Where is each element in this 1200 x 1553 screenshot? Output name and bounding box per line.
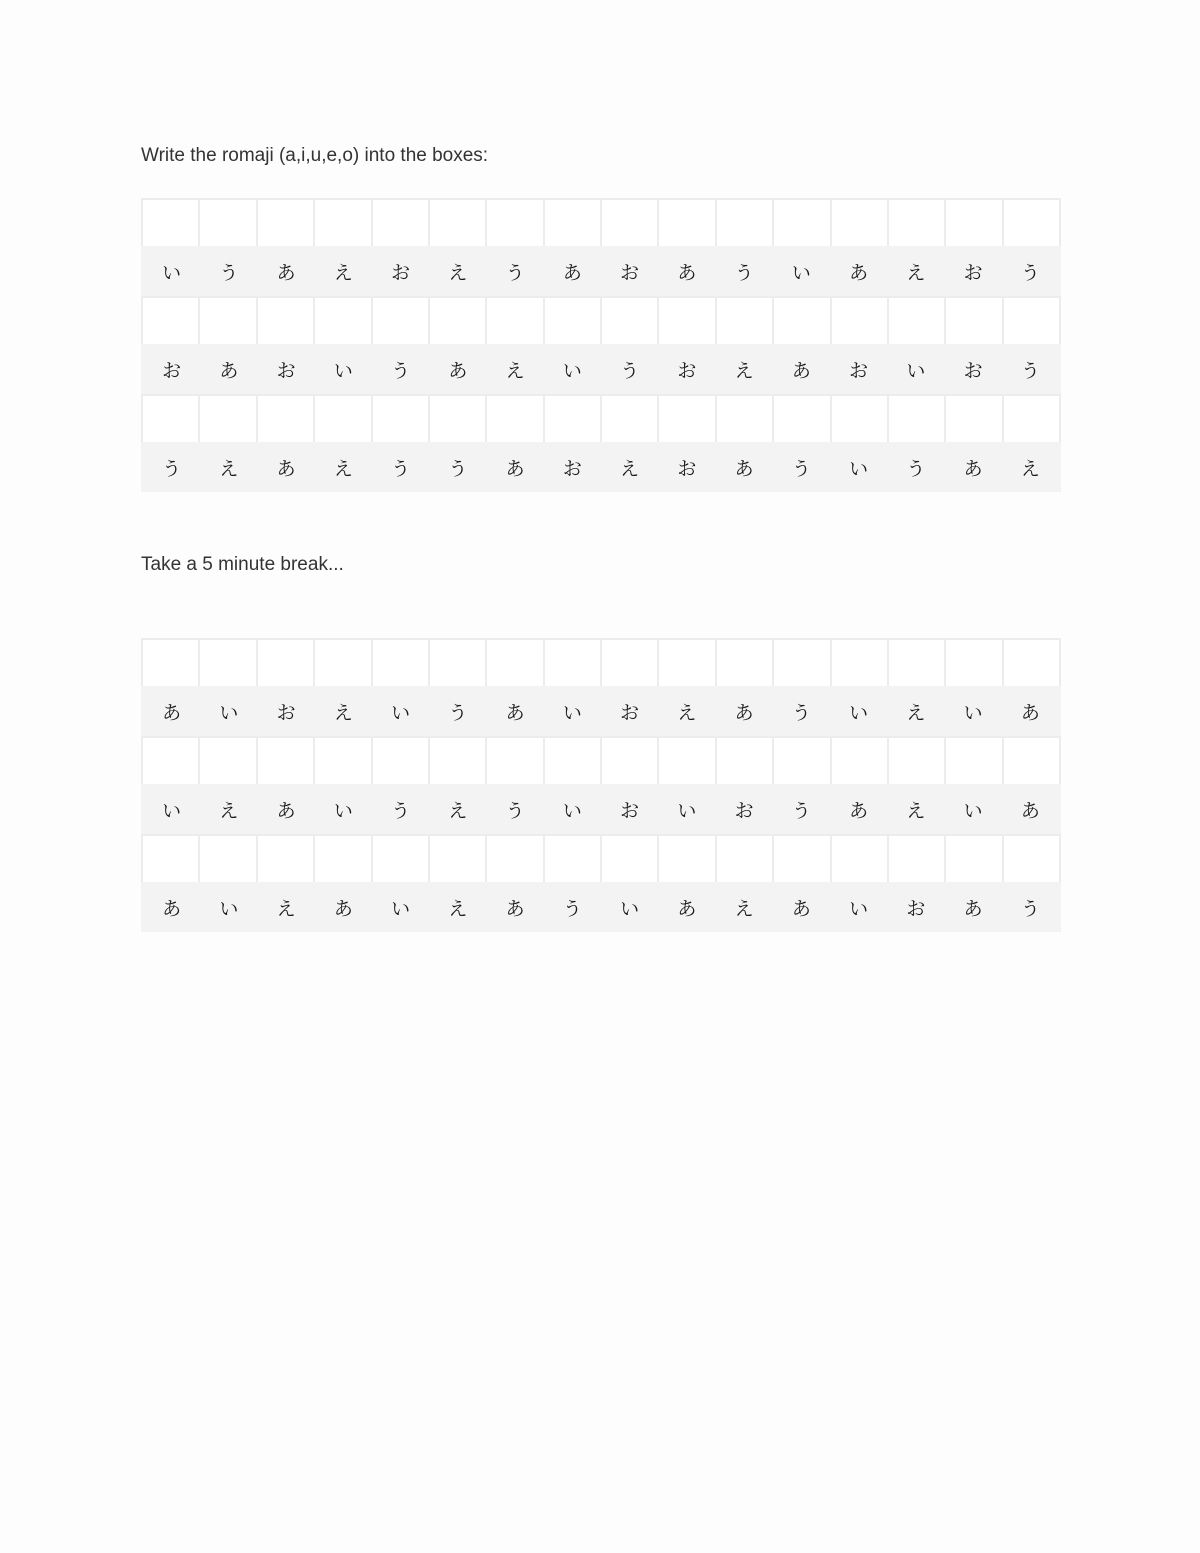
kana-character: あ: [677, 261, 697, 284]
kana-character: い: [906, 359, 926, 382]
kana-character: お: [391, 261, 411, 284]
answer-box[interactable]: [774, 640, 829, 686]
answer-box[interactable]: [373, 298, 428, 344]
kana-character: お: [849, 359, 869, 382]
answer-box[interactable]: [200, 200, 255, 246]
answer-box[interactable]: [602, 640, 657, 686]
kana-character: あ: [162, 701, 182, 724]
answer-box[interactable]: [200, 836, 255, 882]
answer-row: [141, 394, 1061, 442]
break-text: Take a 5 minute break...: [141, 554, 344, 575]
kana-character: あ: [963, 897, 983, 920]
kana-character: お: [906, 897, 926, 920]
answer-box[interactable]: [373, 738, 428, 784]
answer-box[interactable]: [487, 640, 542, 686]
answer-box[interactable]: [315, 298, 370, 344]
answer-box[interactable]: [430, 298, 485, 344]
answer-row: [141, 198, 1061, 246]
kana-row: [141, 344, 1061, 394]
answer-box[interactable]: [659, 298, 714, 344]
kana-character: い: [849, 457, 869, 480]
answer-box[interactable]: [717, 200, 772, 246]
kana-character: お: [162, 359, 182, 382]
kana-character: え: [219, 457, 239, 480]
answer-row: [141, 736, 1061, 784]
answer-box[interactable]: [946, 738, 1001, 784]
kana-character: う: [620, 359, 640, 382]
kana-character: い: [620, 897, 640, 920]
answer-row: [141, 638, 1061, 686]
kana-character: い: [162, 261, 182, 284]
kana-character: え: [448, 261, 468, 284]
answer-box[interactable]: [774, 200, 829, 246]
kana-row: [141, 442, 1061, 492]
answer-box[interactable]: [143, 200, 198, 246]
answer-box[interactable]: [430, 640, 485, 686]
kana-character: え: [906, 261, 926, 284]
answer-box[interactable]: [832, 396, 887, 442]
answer-box[interactable]: [889, 200, 944, 246]
answer-box[interactable]: [1004, 640, 1059, 686]
answer-box[interactable]: [889, 298, 944, 344]
kana-character: い: [791, 261, 811, 284]
kana-row: [141, 882, 1061, 932]
answer-box[interactable]: [602, 396, 657, 442]
kana-character: え: [276, 897, 296, 920]
kana-character: え: [620, 457, 640, 480]
kana-character: え: [333, 457, 353, 480]
answer-box[interactable]: [1004, 298, 1059, 344]
kana-character: え: [448, 897, 468, 920]
kana-character: い: [391, 701, 411, 724]
kana-character: え: [505, 359, 525, 382]
kana-character: い: [219, 701, 239, 724]
kana-character: え: [333, 701, 353, 724]
answer-box[interactable]: [200, 738, 255, 784]
answer-box[interactable]: [487, 836, 542, 882]
kana-character: あ: [448, 359, 468, 382]
answer-box[interactable]: [143, 396, 198, 442]
kana-character: え: [219, 799, 239, 822]
answer-box[interactable]: [315, 836, 370, 882]
answer-box[interactable]: [143, 738, 198, 784]
kana-character: う: [448, 457, 468, 480]
answer-box[interactable]: [774, 298, 829, 344]
answer-box[interactable]: [1004, 836, 1059, 882]
answer-box[interactable]: [717, 396, 772, 442]
answer-box[interactable]: [200, 396, 255, 442]
kana-character: あ: [333, 897, 353, 920]
kana-character: え: [1020, 457, 1040, 480]
kana-character: あ: [162, 897, 182, 920]
kana-character: う: [1020, 359, 1040, 382]
kana-character: あ: [849, 261, 869, 284]
answer-box[interactable]: [1004, 396, 1059, 442]
answer-box[interactable]: [545, 640, 600, 686]
answer-box[interactable]: [717, 738, 772, 784]
answer-box[interactable]: [659, 396, 714, 442]
answer-box[interactable]: [373, 836, 428, 882]
kana-character: い: [562, 701, 582, 724]
answer-box[interactable]: [258, 200, 313, 246]
answer-box[interactable]: [946, 298, 1001, 344]
answer-box[interactable]: [487, 298, 542, 344]
kana-character: あ: [505, 897, 525, 920]
kana-character: い: [562, 799, 582, 822]
kana-character: う: [391, 359, 411, 382]
kana-character: あ: [791, 897, 811, 920]
kana-character: あ: [562, 261, 582, 284]
kana-character: あ: [963, 457, 983, 480]
answer-box[interactable]: [258, 640, 313, 686]
kana-character: お: [963, 359, 983, 382]
kana-character: あ: [276, 261, 296, 284]
kana-character: う: [162, 457, 182, 480]
kana-character: う: [505, 799, 525, 822]
answer-box[interactable]: [315, 200, 370, 246]
answer-box[interactable]: [487, 200, 542, 246]
answer-row: [141, 834, 1061, 882]
kana-character: あ: [734, 457, 754, 480]
kana-character: う: [219, 261, 239, 284]
answer-box[interactable]: [430, 836, 485, 882]
kana-character: お: [276, 359, 296, 382]
answer-box[interactable]: [545, 396, 600, 442]
kana-character: あ: [849, 799, 869, 822]
kana-character: う: [1020, 897, 1040, 920]
kana-character: お: [734, 799, 754, 822]
kana-character: お: [562, 457, 582, 480]
kana-character: い: [849, 701, 869, 724]
answer-box[interactable]: [1004, 200, 1059, 246]
kana-character: い: [562, 359, 582, 382]
answer-box[interactable]: [889, 836, 944, 882]
kana-character: う: [906, 457, 926, 480]
answer-box[interactable]: [430, 738, 485, 784]
answer-box[interactable]: [143, 298, 198, 344]
answer-box[interactable]: [659, 738, 714, 784]
answer-box[interactable]: [373, 396, 428, 442]
kana-character: え: [734, 359, 754, 382]
kana-character: い: [963, 799, 983, 822]
answer-box[interactable]: [143, 836, 198, 882]
answer-box[interactable]: [774, 396, 829, 442]
kana-character: え: [677, 701, 697, 724]
answer-box[interactable]: [258, 836, 313, 882]
kana-row: [141, 246, 1061, 296]
kana-character: あ: [505, 701, 525, 724]
kana-worksheet-grid: [141, 638, 1061, 932]
answer-box[interactable]: [258, 738, 313, 784]
answer-box[interactable]: [889, 640, 944, 686]
answer-box[interactable]: [889, 738, 944, 784]
answer-box[interactable]: [602, 298, 657, 344]
answer-box[interactable]: [143, 640, 198, 686]
kana-row: [141, 784, 1061, 834]
answer-box[interactable]: [832, 738, 887, 784]
answer-box[interactable]: [545, 200, 600, 246]
answer-box[interactable]: [315, 396, 370, 442]
kana-character: お: [620, 261, 640, 284]
answer-box[interactable]: [717, 640, 772, 686]
answer-box[interactable]: [545, 298, 600, 344]
answer-box[interactable]: [258, 396, 313, 442]
kana-character: い: [849, 897, 869, 920]
answer-box[interactable]: [717, 298, 772, 344]
kana-character: い: [162, 799, 182, 822]
kana-character: お: [620, 799, 640, 822]
kana-character: あ: [734, 701, 754, 724]
answer-box[interactable]: [602, 836, 657, 882]
answer-box[interactable]: [832, 836, 887, 882]
answer-box[interactable]: [832, 640, 887, 686]
kana-character: い: [333, 359, 353, 382]
answer-box[interactable]: [1004, 738, 1059, 784]
kana-character: あ: [276, 457, 296, 480]
kana-character: あ: [791, 359, 811, 382]
kana-character: え: [448, 799, 468, 822]
answer-box[interactable]: [315, 738, 370, 784]
kana-worksheet-grid: [141, 198, 1061, 492]
answer-box[interactable]: [774, 738, 829, 784]
answer-box[interactable]: [430, 396, 485, 442]
answer-box[interactable]: [659, 640, 714, 686]
kana-character: う: [791, 457, 811, 480]
answer-box[interactable]: [946, 640, 1001, 686]
kana-character: い: [333, 799, 353, 822]
kana-character: え: [906, 701, 926, 724]
answer-box[interactable]: [487, 396, 542, 442]
answer-box[interactable]: [373, 200, 428, 246]
answer-box[interactable]: [889, 396, 944, 442]
answer-box[interactable]: [200, 640, 255, 686]
answer-box[interactable]: [832, 200, 887, 246]
kana-character: う: [791, 799, 811, 822]
kana-character: お: [620, 701, 640, 724]
kana-row: [141, 686, 1061, 736]
kana-character: お: [963, 261, 983, 284]
answer-box[interactable]: [602, 200, 657, 246]
answer-box[interactable]: [258, 298, 313, 344]
kana-character: お: [276, 701, 296, 724]
kana-character: あ: [219, 359, 239, 382]
kana-character: い: [391, 897, 411, 920]
answer-box[interactable]: [430, 200, 485, 246]
kana-character: あ: [677, 897, 697, 920]
answer-box[interactable]: [602, 738, 657, 784]
answer-box[interactable]: [717, 836, 772, 882]
answer-box[interactable]: [659, 836, 714, 882]
kana-character: あ: [505, 457, 525, 480]
kana-character: お: [677, 359, 697, 382]
answer-box[interactable]: [659, 200, 714, 246]
kana-character: え: [333, 261, 353, 284]
kana-character: え: [734, 897, 754, 920]
answer-box[interactable]: [832, 298, 887, 344]
kana-character: う: [562, 897, 582, 920]
answer-row: [141, 296, 1061, 344]
answer-box[interactable]: [200, 298, 255, 344]
kana-character: お: [677, 457, 697, 480]
kana-character: う: [448, 701, 468, 724]
kana-character: う: [1020, 261, 1040, 284]
kana-character: う: [391, 457, 411, 480]
kana-character: あ: [276, 799, 296, 822]
answer-box[interactable]: [946, 200, 1001, 246]
answer-box[interactable]: [774, 836, 829, 882]
kana-character: い: [677, 799, 697, 822]
kana-character: う: [734, 261, 754, 284]
answer-box[interactable]: [315, 640, 370, 686]
answer-box[interactable]: [545, 738, 600, 784]
kana-character: う: [505, 261, 525, 284]
answer-box[interactable]: [946, 396, 1001, 442]
answer-box[interactable]: [545, 836, 600, 882]
kana-character: い: [963, 701, 983, 724]
kana-character: あ: [1020, 701, 1040, 724]
kana-character: い: [219, 897, 239, 920]
answer-box[interactable]: [487, 738, 542, 784]
kana-character: あ: [1020, 799, 1040, 822]
answer-box[interactable]: [946, 836, 1001, 882]
kana-character: え: [906, 799, 926, 822]
kana-character: う: [791, 701, 811, 724]
instruction-text: Write the romaji (a,i,u,e,o) into the boxes:: [141, 145, 489, 166]
kana-character: う: [391, 799, 411, 822]
answer-box[interactable]: [373, 640, 428, 686]
